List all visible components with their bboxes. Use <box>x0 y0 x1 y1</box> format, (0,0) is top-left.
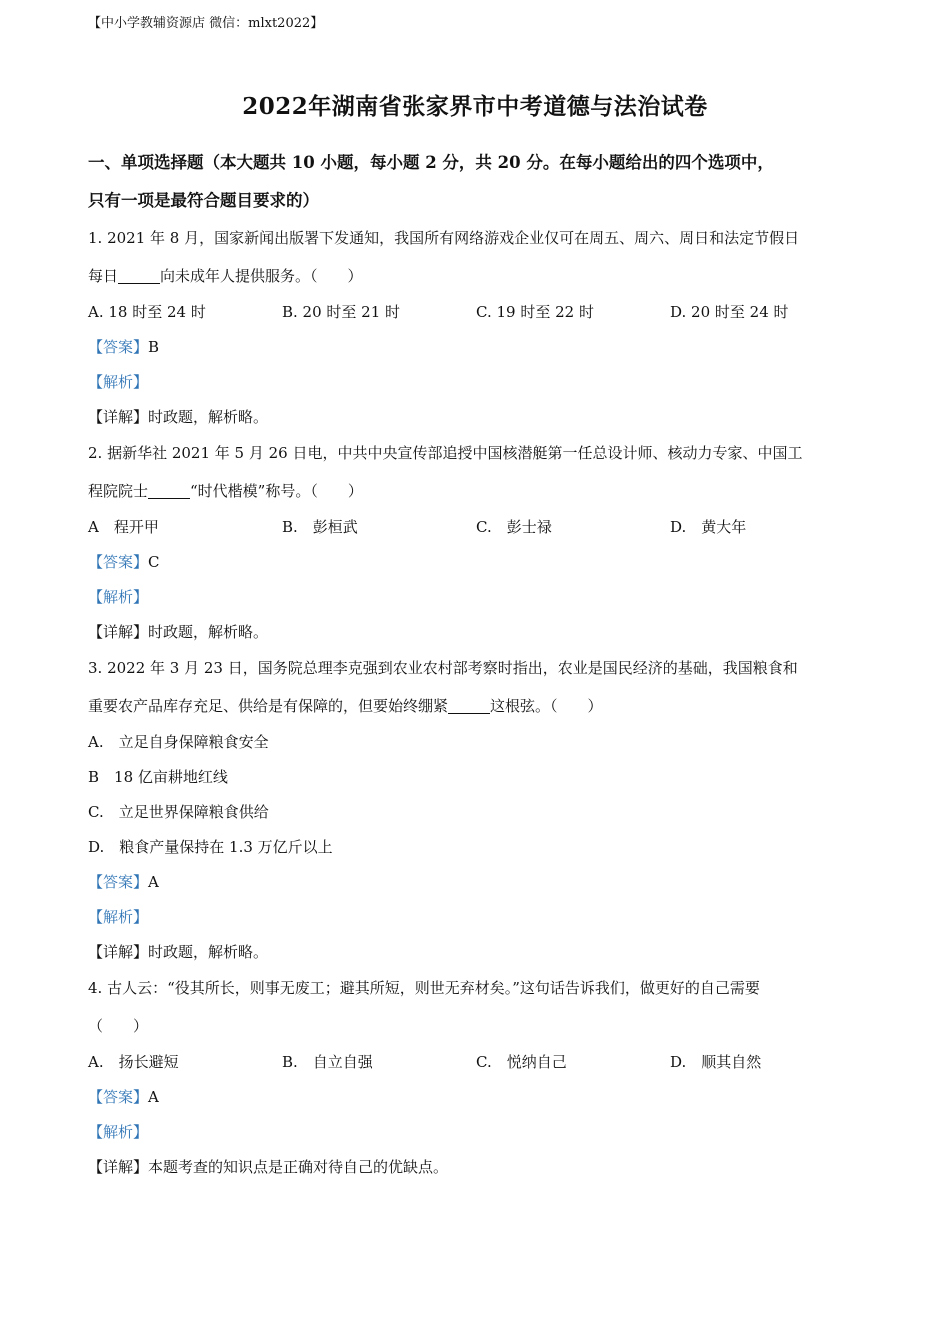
option-b: B. 彭桓武 <box>282 518 358 536</box>
question-stem: 2. 据新华社 2021 年 5 月 26 日电，中共中央宣传部追授中国核潜艇第一任总设计师、核动力专家、中国工 <box>88 444 803 462</box>
option-b: B 18 亿亩耕地红线 <box>88 768 228 786</box>
option-b: B. 自立自强 <box>282 1053 373 1071</box>
option-a: A. 18 时至 24 时 <box>88 303 206 321</box>
question-2 <box>88 435 863 650</box>
answer-line: 【答案】A <box>88 873 159 891</box>
options-row <box>88 295 863 330</box>
question-stem-continued: （ ） <box>88 1016 149 1035</box>
option-a: A 程开甲 <box>88 518 159 536</box>
option-d: D. 粮食产量保持在 1.3 万亿斤以上 <box>88 838 333 856</box>
page-title: 2022年湖南省张家界市中考道德与法治试卷 <box>242 93 708 120</box>
question-3 <box>88 650 863 970</box>
detail-line: 【详解】时政题，解析略。 <box>88 408 269 426</box>
fill-blank <box>448 698 490 714</box>
answer-line: 【答案】C <box>88 553 160 571</box>
analysis-label: 【解析】 <box>88 1123 149 1141</box>
option-d: D. 黄大年 <box>670 518 747 536</box>
question-1 <box>88 220 863 435</box>
question-stem-continued: 每日 向未成年人提供服务。（ ） <box>88 266 363 285</box>
option-a: A. 立足自身保障粮食安全 <box>88 733 269 751</box>
header-note: 【中小学教辅资源店 微信：mlxt2022】 <box>88 16 324 31</box>
fill-blank <box>148 483 190 499</box>
detail-line: 【详解】时政题，解析略。 <box>88 623 269 641</box>
analysis-label: 【解析】 <box>88 588 149 606</box>
exam-content <box>88 144 863 1185</box>
question-stem: 3. 2022 年 3 月 23 日，国务院总理李克强到农业农村部考察时指出，农业是国民经济的基础，我国粮食和 <box>88 659 798 677</box>
options-row <box>88 1045 863 1080</box>
question-stem-continued: 程院院士 “时代楷模”称号。（ ） <box>88 481 363 500</box>
option-c: C. 彭士禄 <box>476 518 552 536</box>
question-stem: 4. 古人云：“役其所长，则事无废工；避其所短，则世无弃材矣。”这句话告诉我们，做更好的自己需要 <box>88 979 760 997</box>
section-heading-line1: 一、单项选择题（本大题共 10 小题，每小题 2 分，共 20 分。在每小题给出的四个选项中， <box>88 153 774 172</box>
detail-line: 【详解】时政题，解析略。 <box>88 943 269 961</box>
section-heading-line2: 只有一项是最符合题目要求的） <box>88 191 319 210</box>
option-d: D. 顺其自然 <box>670 1053 762 1071</box>
options-row <box>88 510 863 545</box>
question-stem-continued: 重要农产品库存充足、供给是有保障的，但要始终绷紧 这根弦。（ ） <box>88 696 603 715</box>
option-c: C. 立足世界保障粮食供给 <box>88 803 269 821</box>
answer-line: 【答案】B <box>88 338 160 356</box>
fill-blank <box>118 268 160 284</box>
question-stem: 1. 2021 年 8 月，国家新闻出版署下发通知，我国所有网络游戏企业仅可在周五、周六、周日和法定节假日 <box>88 229 800 247</box>
option-c: C. 悦纳自己 <box>476 1053 567 1071</box>
option-d: D. 20 时至 24 时 <box>670 303 789 321</box>
analysis-label: 【解析】 <box>88 373 149 391</box>
option-c: C. 19 时至 22 时 <box>476 303 594 321</box>
option-b: B. 20 时至 21 时 <box>282 303 401 321</box>
question-4 <box>88 970 863 1185</box>
detail-line: 【详解】本题考查的知识点是正确对待自己的优缺点。 <box>88 1158 449 1176</box>
answer-line: 【答案】A <box>88 1088 159 1106</box>
option-a: A. 扬长避短 <box>88 1053 179 1071</box>
analysis-label: 【解析】 <box>88 908 149 926</box>
